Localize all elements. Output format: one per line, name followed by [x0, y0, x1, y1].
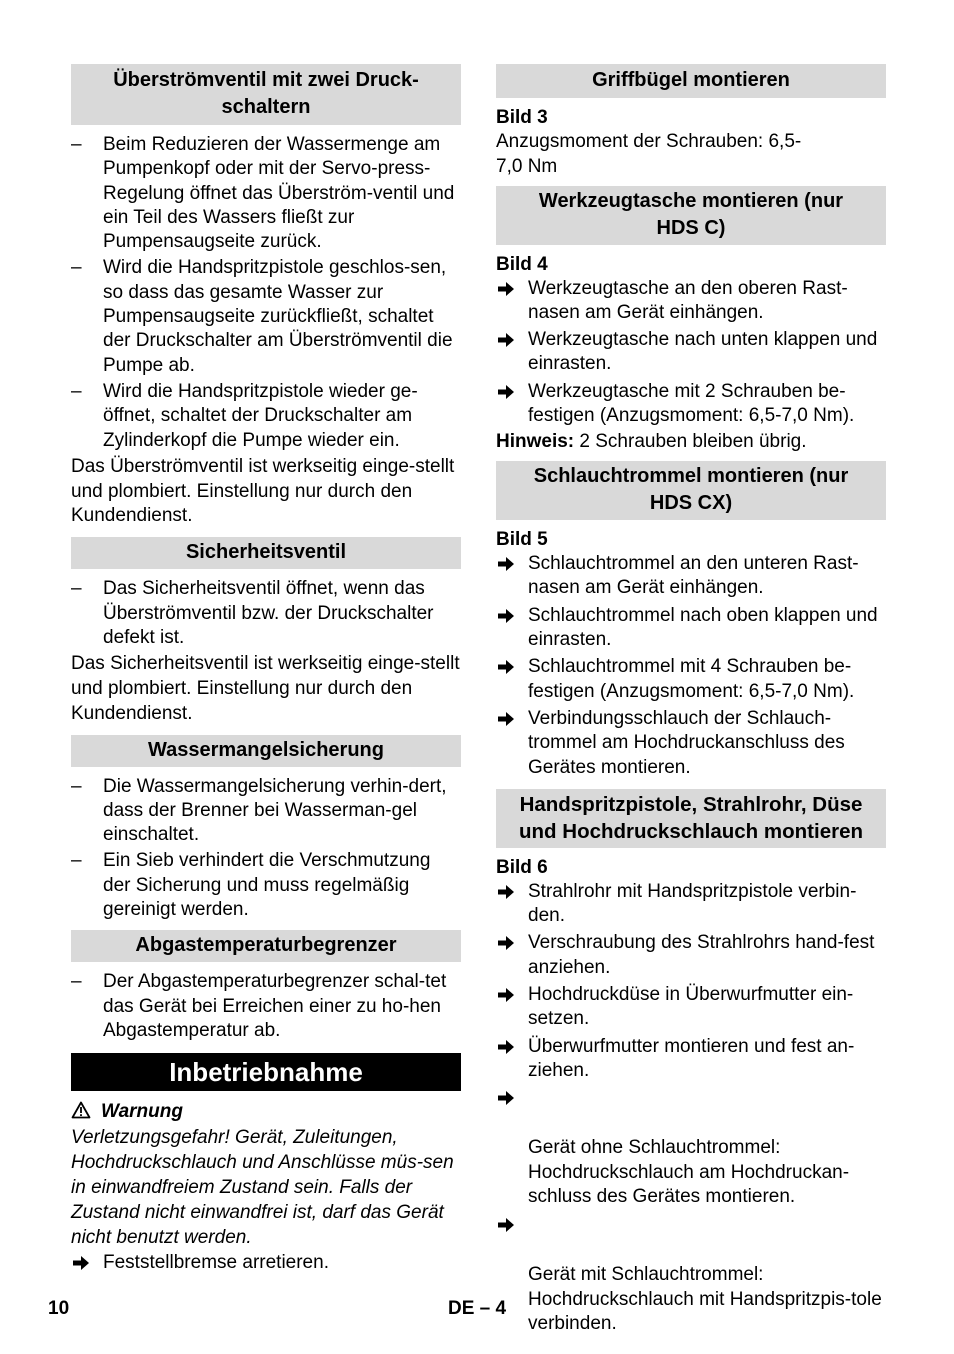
hint-text: 2 Schrauben bleiben übrig. [574, 431, 807, 453]
arrow-right-icon [497, 555, 515, 573]
section-heading-water-shortage: Wassermangelsicherung [71, 735, 461, 767]
chapter-heading: Inbetriebnahme [71, 1053, 461, 1091]
step-item [496, 655, 886, 704]
step-text: Strahlrohr mit Handspritzpistole verbin-den. [528, 880, 857, 927]
arrow-right-icon [497, 934, 515, 952]
arrow-right-icon [72, 1254, 90, 1272]
step-item [496, 328, 886, 377]
figure-label: Bild 4 [496, 253, 548, 275]
list-item: – Ein Sieb verhindert die Verschmutzung der Sicherung und muss regelmäßig gereinigt werden. [71, 849, 461, 922]
arrow-right-icon [497, 658, 515, 676]
warning-label: Warnung [101, 1101, 183, 1123]
page-label: DE – 4 [448, 1298, 507, 1319]
step-item [71, 1251, 461, 1275]
arrow-right-icon [497, 607, 515, 625]
paragraph: Das Überströmventil ist werkseitig einge-stellt und plombiert. Einstellung nur durch den Kundendienst. [71, 455, 455, 527]
step-item [496, 880, 886, 929]
arrow-right-icon [497, 1038, 515, 1056]
section-heading-hose-reel: Schlauchtrommel montieren (nur HDS CX) [496, 461, 886, 520]
section-heading-handle: Griffbügel montieren [496, 64, 886, 98]
figure-label: Bild 6 [496, 856, 548, 878]
arrow-right-icon [497, 383, 515, 401]
hint [496, 430, 886, 455]
list-item: – Beim Reduzieren der Wassermenge am Pumpenkopf oder mit der Servo-press-Regelung öffnet das Überström-ventil und ein Teil des Wassers fließt zur Pumpensaugseite zurück. [71, 133, 461, 254]
paragraph: Anzugsmoment der Schrauben: 6,5- 7,0 Nm [496, 131, 802, 177]
arrow-right-icon [497, 331, 515, 349]
section-heading-tool-bag: Werkzeugtasche montieren (nur HDS C) [496, 186, 886, 245]
section-heading-safety-valve: Sicherheitsventil [71, 537, 461, 569]
step-text: Überwurfmutter montieren und fest an-ziehen. [528, 1035, 855, 1081]
warning-text: Verletzungsgefahr! Gerät, Zuleitungen, Hochdruckschlauch und Anschlüsse müs-sen in einwandfreiem Zustand sein. Falls der Zustand nicht einwandfrei ist, darf das Gerät nicht benutzt werden. [71, 1127, 454, 1249]
section-heading-overflow-valve: Überströmventil mit zwei Druck- schaltern [71, 64, 461, 125]
hint-label: Hinweis: [496, 431, 575, 453]
step-text: Verbindungsschlauch der Schlauch-trommel am Hochdruckanschluss des Gerätes montieren. [528, 707, 845, 778]
step-text: Gerät ohne Schlauchtrommel: Hochdruckschlauch am Hochdruckan-schluss des Gerätes montieren. [528, 1136, 850, 1208]
step-item [496, 707, 886, 780]
step-item [496, 931, 886, 980]
step-text: Schlauchtrommel nach oben klappen und einrasten. [528, 604, 878, 651]
step-text: Werkzeugtasche mit 2 Schrauben be-festigen (Anzugsmoment: 6,5-7,0 Nm). [528, 380, 855, 427]
step-text: Verschraubung des Strahlrohrs hand-fest anziehen. [528, 932, 875, 978]
list-item: – Das Sicherheitsventil öffnet, wenn das Überströmventil bzw. der Druckschalter defekt ist. [71, 577, 461, 650]
step-item [496, 983, 886, 1032]
step-item [496, 552, 886, 601]
step-text: Feststellbremse arretieren. [103, 1252, 329, 1274]
step-text: Hochdruckdüse in Überwurfmutter ein-setzen. [528, 984, 854, 1030]
step-text: Gerät mit Schlauchtrommel: Hochdruckschlauch mit Handspritzpis-tole verbinden. [528, 1263, 882, 1335]
arrow-right-icon [497, 883, 515, 901]
figure-label: Bild 3 [496, 107, 548, 128]
step-item [496, 1086, 886, 1210]
arrow-right-icon [497, 710, 515, 728]
list-item: – Wird die Handspritzpistole wieder ge-öffnet, schaltet der Druckschalter am Zylinderkopf die Pumpe wieder ein. [71, 380, 461, 453]
step-text: Werkzeugtasche nach unten klappen und einrasten. [528, 329, 878, 375]
right-column [496, 64, 886, 1337]
page-number: 10 [48, 1298, 70, 1319]
arrow-right-icon [497, 1089, 515, 1107]
step-item [496, 604, 886, 653]
step-item [496, 277, 886, 326]
section-heading-exhaust-limiter: Abgastemperaturbegrenzer [71, 930, 461, 962]
paragraph: Das Sicherheitsventil ist werkseitig einge-stellt und plombiert. Einstellung nur durch den Kundendienst. [71, 653, 460, 724]
arrow-right-icon [497, 1216, 515, 1234]
warning-icon [71, 1101, 91, 1119]
arrow-right-icon [497, 280, 515, 298]
list-item: – Der Abgastemperaturbegrenzer schal-tet das Gerät bei Erreichen einer zu ho-hen Abgastemperatur ab. [71, 970, 461, 1043]
list-item: – Wird die Handspritzpistole geschlos-sen, so dass das gesamte Wasser zur Pumpensaugseite zurückfließt, schaltet der Druckschalter am Überströmventil die Pumpe ab. [71, 256, 461, 377]
list-item: – Die Wassermangelsicherung verhin-dert, dass der Brenner bei Wasserman-gel einschaltet. [71, 775, 461, 848]
left-column [71, 64, 461, 1276]
arrow-right-icon [497, 986, 515, 1004]
step-text: Schlauchtrommel mit 4 Schrauben be-festigen (Anzugsmoment: 6,5-7,0 Nm). [528, 656, 855, 702]
warning-heading [71, 1099, 461, 1125]
step-text: Werkzeugtasche an den oberen Rast-nasen am Gerät einhängen. [528, 277, 848, 323]
step-item [496, 1213, 886, 1337]
step-text: Schlauchtrommel an den unteren Rast-nasen am Gerät einhängen. [528, 553, 859, 599]
step-item [496, 1035, 886, 1084]
figure-label: Bild 5 [496, 529, 548, 551]
step-item [496, 380, 886, 429]
section-heading-spray-gun: Handspritzpistole, Strahlrohr, Düse und Hochdruckschlauch montieren [496, 789, 886, 848]
